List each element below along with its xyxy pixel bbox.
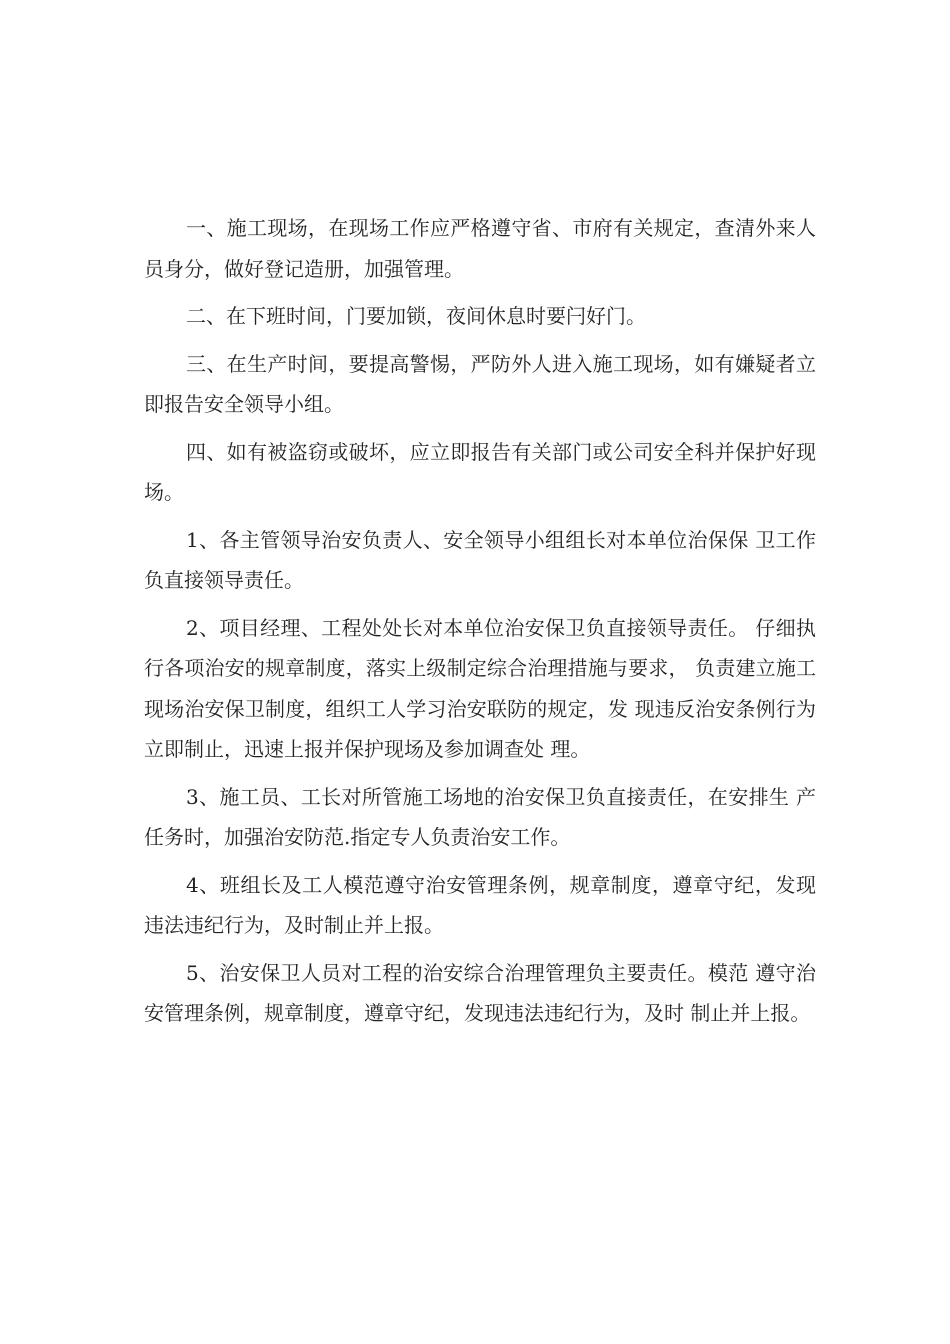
paragraph-1: 一、施工现场，在现场工作应严格遵守省、市府有关规定，查清外来人员身分，做好登记造册，加强管理。 (144, 216, 816, 281)
document-body (144, 208, 816, 1041)
paragraph-3: 三、在生产时间，要提高警惕，严防外人进入施工现场，如有嫌疑者立即报告安全领导小组。 (144, 351, 816, 416)
paragraph-7: 3、施工员、工长对所管施工场地的治安保卫负直接责任，在安排生 产任务时，加强治安防范.指定专人负责治安工作。 (144, 784, 816, 849)
paragraph-9: 5、治安保卫人员对工程的治安综合治理管理负主要责任。模范 遵守治安管理条例，规章制度，遵章守纪，发现违法违纪行为，及时 制止并上报。 (144, 960, 816, 1025)
paragraph-4: 四、如有被盗窃或破坏，应立即报告有关部门或公司安全科并保护好现场。 (144, 439, 816, 504)
paragraph-5: 1、各主管领导治安负责人、安全领导小组组长对本单位治保保 卫工作负直接领导责任。 (144, 527, 816, 592)
paragraph-2: 二、在下班时间，门要加锁，夜间休息时要闩好门。 (186, 304, 646, 328)
paragraph-6: 2、项目经理、工程处处长对本单位治安保卫负直接领导责任。 仔细执行各项治安的规章制度，落实上级制定综合治理措施与要求， 负责建立施工现场治安保卫制度，组织工人学习治安联防的规定，发 现违反治安条例行为立即制止，迅速上报并保护现场及参加调查处 理。 (144, 615, 816, 761)
paragraph-8: 4、班组长及工人模范遵守治安管理条例，规章制度，遵章守纪，发现违法违纪行为，及时制止并上报。 (144, 872, 816, 937)
